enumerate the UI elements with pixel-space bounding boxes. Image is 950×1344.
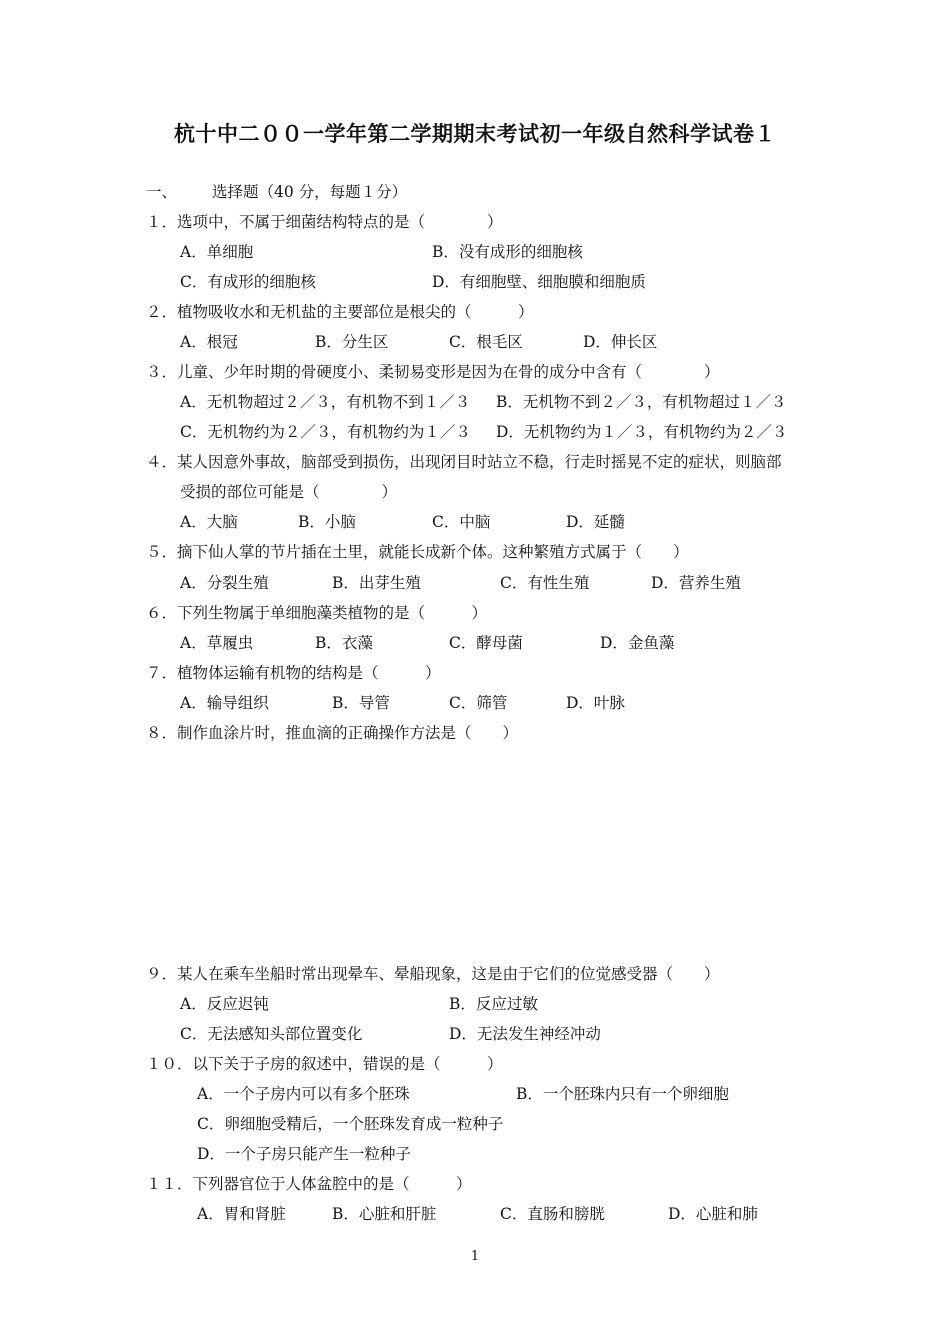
option: B．心脏和肝脏 [332, 1205, 437, 1223]
option: D．心脏和肺 [668, 1205, 758, 1223]
page-title: 杭十中二００一学年第二学期期末考试初一年级自然科学试卷１ [174, 122, 776, 146]
option: B．反应过敏 [449, 995, 538, 1013]
option: C．筛管 [449, 694, 508, 712]
option: B．小脑 [298, 513, 356, 531]
option: B．导管 [332, 694, 390, 712]
option: C．有成形的细胞核 [180, 273, 316, 291]
section-label: 选择题（40 分，每题１分） [212, 183, 408, 201]
option: D．无法发生神经冲动 [449, 1025, 601, 1043]
question-stem: ９．某人在乘车坐船时常出现晕车、晕船现象，这是由于它们的位觉感受器（ ） [146, 965, 720, 983]
option: C．有性生殖 [500, 574, 590, 592]
question-stem: ２．植物吸收水和无机盐的主要部位是根尖的（ ） [146, 303, 534, 321]
option: D．叶脉 [566, 694, 625, 712]
question-stem: ８．制作血涂片时，推血滴的正确操作方法是（ ） [146, 724, 519, 742]
option: D．延髓 [566, 513, 625, 531]
question-stem: ６．下列生物属于单细胞藻类植物的是（ ） [146, 604, 488, 622]
option: B．没有成形的细胞核 [432, 243, 583, 261]
option: B．衣藻 [315, 634, 373, 652]
option: A．反应迟钝 [180, 995, 269, 1013]
option: B．无机物不到２／３，有机物超过１／３ [496, 393, 787, 411]
question-stem-continued: 受损的部位可能是（ ） [180, 483, 398, 501]
question-stem: １１．下列器官位于人体盆腔中的是（ ） [146, 1175, 472, 1193]
option: C．无机物约为２／３，有机物约为１／３ [180, 423, 471, 441]
option: C．中脑 [432, 513, 491, 531]
option: B．出芽生殖 [332, 574, 421, 592]
option: D．无机物约为１／３，有机物约为２／３ [496, 423, 788, 441]
option: D．有细胞壁、细胞膜和细胞质 [432, 273, 646, 291]
question-stem: １０．以下关于子房的叙述中，错误的是（ ） [146, 1055, 503, 1073]
option: A．胃和肾脏 [197, 1205, 286, 1223]
option: C．无法感知头部位置变化 [180, 1025, 363, 1043]
option: D．一个子房只能产生一粒种子 [197, 1145, 411, 1163]
option: A．草履虫 [180, 634, 254, 652]
question-stem: ５．摘下仙人掌的节片插在土里，就能长成新个体。这种繁殖方式属于（ ） [146, 543, 689, 561]
option: A．大脑 [180, 513, 238, 531]
option: A．无机物超过２／３，有机物不到１／３ [180, 393, 471, 411]
section-number: 一、 [146, 183, 178, 201]
option: D．营养生殖 [651, 574, 741, 592]
option: A．一个子房内可以有多个胚珠 [197, 1085, 410, 1103]
option: A．单细胞 [180, 243, 254, 261]
page-number: 1 [470, 1249, 480, 1264]
option: C．直肠和膀胱 [500, 1205, 605, 1223]
option: C．卵细胞受精后，一个胚珠发育成一粒种子 [197, 1115, 504, 1133]
option: C．根毛区 [449, 333, 523, 351]
question-stem: ７．植物体运输有机物的结构是（ ） [146, 664, 441, 682]
option: A．输导组织 [180, 694, 269, 712]
question-stem: ４．某人因意外事故，脑部受到损伤，出现闭目时站立不稳，行走时摇晃不定的症状，则脑部 [146, 453, 782, 471]
option: B．一个胚珠内只有一个卵细胞 [516, 1085, 729, 1103]
option: A．根冠 [180, 333, 238, 351]
question-stem: １．选项中，不属于细菌结构特点的是（ ） [146, 213, 503, 231]
option: D．伸长区 [583, 333, 658, 351]
option: A．分裂生殖 [180, 574, 269, 592]
option: D．金鱼藻 [600, 634, 675, 652]
question-stem: ３．儿童、少年时期的骨硬度小、柔韧易变形是因为在骨的成分中含有（ ） [146, 363, 720, 381]
option: B．分生区 [315, 333, 389, 351]
option: C．酵母菌 [449, 634, 523, 652]
